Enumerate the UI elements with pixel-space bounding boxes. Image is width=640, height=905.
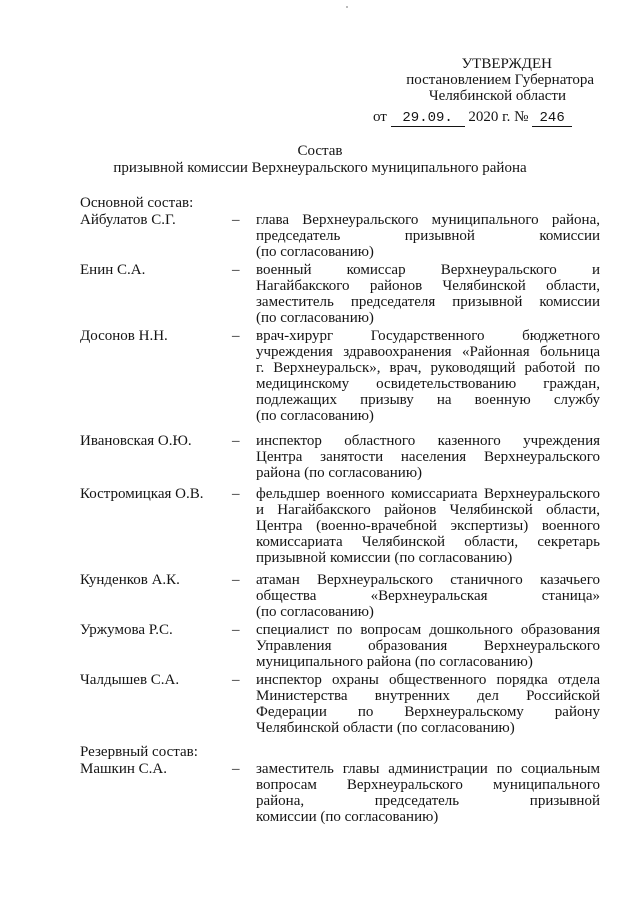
member-name: Ивановская О.Ю. [80,433,192,449]
member-name: Енин С.А. [80,262,146,278]
member-position [256,622,600,670]
member-dash: – [232,622,240,638]
member-position-line: общества «Верхнеуральская станица» [256,588,600,604]
member-position-line: призывной комиссии (по согласованию) [256,550,513,566]
member-position [256,328,600,424]
member-position-line: Центра (военно-врачебной экспертизы) военного [256,518,600,534]
approval-number-field: 246 [532,111,572,127]
member-dash: – [232,262,240,278]
member-dash: – [232,212,240,228]
member-position-line: комиссариата Челябинской области, секретарь [256,534,600,550]
member-position [256,672,600,736]
member-name: Досонов Н.Н. [80,328,168,344]
member-position [256,262,600,326]
member-dash: – [232,672,240,688]
member-dash: – [232,328,240,344]
member-position-line: атаман Верхнеуральского станичного казачьего [256,572,600,588]
member-dash: – [232,433,240,449]
member-position [256,761,600,825]
member-position-line: заместитель председателя призывной комиссии [256,294,600,310]
member-position-line: муниципального района (по согласованию) [256,654,533,670]
member-name: Костромицкая О.В. [80,486,204,502]
member-position-line: подлежащих призыву на военную службу [256,392,600,408]
member-position-line: глава Верхнеуральского муниципального района, [256,212,600,228]
member-position-line: председатель призывной комиссии [256,228,600,244]
member-name: Кунденков А.К. [80,572,180,588]
member-position-line: специалист по вопросам дошкольного образования [256,622,600,638]
member-position-line: Управления образования Верхнеуральского [256,638,600,654]
member-position-line: (по согласованию) [256,408,374,424]
scan-speck [346,6,348,8]
member-position-line: (по согласованию) [256,310,374,326]
member-dash: – [232,572,240,588]
member-position-line: Министерства внутренних дел Российской [256,688,600,704]
member-position-line: медицинскому освидетельствованию граждан, [256,376,600,392]
member-name: Чалдышев С.А. [80,672,180,688]
member-name: Уржумова Р.С. [80,622,173,638]
approval-by-line: постановлением Губернатора [406,72,594,88]
approval-year-label: 2020 г. № [468,109,529,125]
approval-region-line: Челябинской области [428,88,566,104]
approval-date-field: 29.09. [391,111,465,127]
member-position-line: фельдшер военного комиссариата Верхнеуральского [256,486,600,502]
member-position-line: комиссии (по согласованию) [256,809,439,825]
member-position-line: и Нагайбакского районов Челябинской области, [256,502,600,518]
member-position-line: военный комиссар Верхнеуральского и [256,262,600,278]
approval-date-prefix: от [373,109,387,125]
approval-stamp-block [372,56,602,127]
member-position-line: Челябинской области (по согласованию) [256,720,515,736]
member-name: Машкин С.А. [80,761,167,777]
member-position-line: г. Верхнеуральск», врач, руководящий работой по [256,360,600,376]
member-position-line: Федерации по Верхнеуральскому району [256,704,600,720]
member-position-line: (по согласованию) [256,244,374,260]
member-position [256,433,600,481]
approval-heading: УТВЕРЖДЕН [461,56,552,72]
document-subtitle: призывной комиссии Верхнеуральского муниципального района [113,160,527,176]
reserve-composition-label: Резервный состав: [80,744,198,760]
member-position-line: врач-хирург Государственного бюджетного [256,328,600,344]
member-position-line: инспектор областного казенного учреждения [256,433,600,449]
member-position-line: учреждения здравоохранения «Районная больница [256,344,600,360]
member-position-line: (по согласованию) [256,604,374,620]
member-position-line: Центра занятости населения Верхнеуральского [256,449,600,465]
member-position-line: района, председатель призывной [256,793,600,809]
document-title: Состав [297,143,343,159]
member-position-line: района (по согласованию) [256,465,423,481]
member-position [256,212,600,260]
member-position-line: инспектор охраны общественного порядка отдела [256,672,600,688]
member-name: Айбулатов С.Г. [80,212,176,228]
member-position-line: Нагайбакского районов Челябинской области, [256,278,600,294]
member-position [256,486,600,566]
member-position-line: вопросам Верхнеуральского муниципального [256,777,600,793]
member-position [256,572,600,620]
member-dash: – [232,761,240,777]
main-composition-label: Основной состав: [80,195,194,211]
member-dash: – [232,486,240,502]
member-position-line: заместитель главы администрации по социальным [256,761,600,777]
approval-date-line [372,109,602,127]
